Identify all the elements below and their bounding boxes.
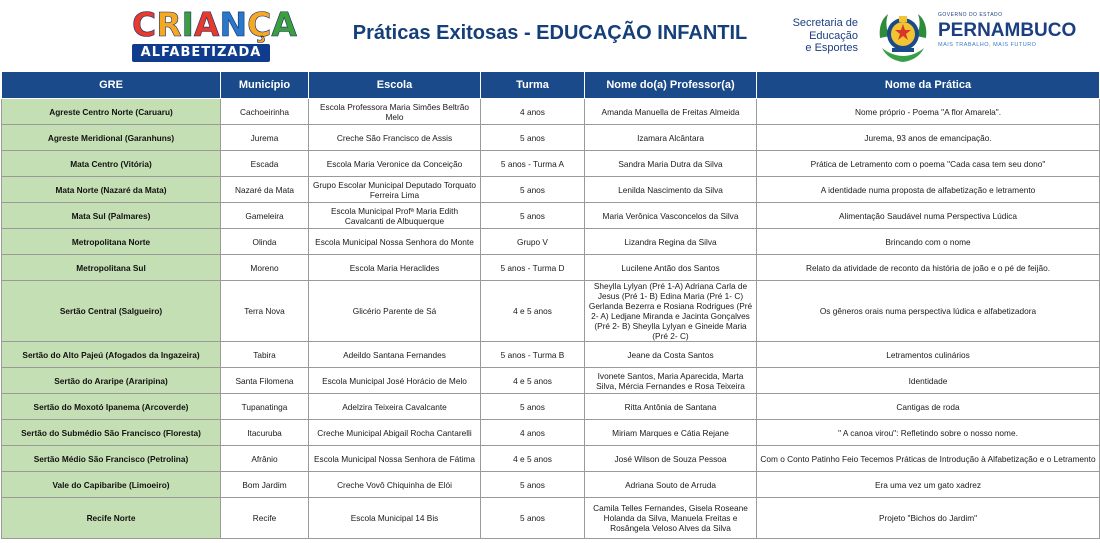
cell-pratica: Com o Conto Patinho Feio Tecemos Práticas de Introdução à Alfabetização e o Letramento (757, 446, 1100, 472)
table-row (2, 125, 1100, 151)
column-header-municipio: Município (221, 72, 309, 99)
cell-municipio: Escada (221, 151, 309, 177)
cell-escola: Escola Maria Veronice da Conceição (309, 151, 481, 177)
table-row (2, 281, 1100, 342)
cell-gre: Sertão do Moxotó Ipanema (Arcoverde) (2, 394, 221, 420)
cell-pratica: Projeto "Bichos do Jardim" (757, 498, 1100, 539)
cell-turma: 4 e 5 anos (481, 368, 585, 394)
table-row (2, 99, 1100, 125)
secretaria-line-3: e Esportes (805, 42, 858, 54)
pernambuco-logo (938, 12, 1077, 48)
cell-turma: 5 anos (481, 125, 585, 151)
cell-pratica: Letramentos culinários (757, 342, 1100, 368)
table-row (2, 446, 1100, 472)
secretaria-label (790, 17, 858, 55)
cell-pratica: Relato da atividade de reconto da história de joão e o pé de feijão. (757, 255, 1100, 281)
logo-letter: Ç (247, 5, 272, 44)
cell-pratica: Jurema, 93 anos de emancipação. (757, 125, 1100, 151)
table-body (2, 99, 1100, 539)
cell-municipio: Moreno (221, 255, 309, 281)
cell-escola: Escola Municipal Nossa Senhora do Monte (309, 229, 481, 255)
cell-pratica: " A canoa virou": Refletindo sobre o nosso nome. (757, 420, 1100, 446)
cell-professor: Izamara Alcântara (585, 125, 757, 151)
column-header-professor: Nome do(a) Professor(a) (585, 72, 757, 99)
cell-turma: 4 anos (481, 99, 585, 125)
cell-escola: Escola Municipal 14 Bis (309, 498, 481, 539)
table-row (2, 203, 1100, 229)
table-row (2, 368, 1100, 394)
table-row (2, 472, 1100, 498)
cell-escola: Escola Municipal José Horácio de Melo (309, 368, 481, 394)
cell-gre: Vale do Capibaribe (Limoeiro) (2, 472, 221, 498)
cell-turma: 5 anos (481, 177, 585, 203)
cell-gre: Agreste Centro Norte (Caruaru) (2, 99, 221, 125)
cell-escola: Creche Municipal Abigail Rocha Cantarelli (309, 420, 481, 446)
cell-pratica: Identidade (757, 368, 1100, 394)
logo-letter: A (193, 5, 220, 44)
crianca-alfabetizada-logo (132, 5, 297, 64)
page-title: Práticas Exitosas - EDUCAÇÃO INFANTIL (352, 22, 748, 44)
cell-escola: Adeildo Santana Fernandes (309, 342, 481, 368)
cell-pratica: A identidade numa proposta de alfabetização e letramento (757, 177, 1100, 203)
cell-professor: Lizandra Regina da Silva (585, 229, 757, 255)
cell-pratica: Nome próprio - Poema "A flor Amarela". (757, 99, 1100, 125)
cell-gre: Agreste Meridional (Garanhuns) (2, 125, 221, 151)
cell-pratica: Prática de Letramento com o poema "Cada casa tem seu dono" (757, 151, 1100, 177)
practices-table (1, 71, 1100, 539)
page-header (0, 0, 1100, 70)
cell-municipio: Tupanatinga (221, 394, 309, 420)
cell-municipio: Tabira (221, 342, 309, 368)
cell-professor: Ivonete Santos, Maria Aparecida, Marta Silva, Mércia Fernandes e Rosa Teixeira (585, 368, 757, 394)
cell-turma: 5 anos (481, 394, 585, 420)
cell-professor: Ritta Antônia de Santana (585, 394, 757, 420)
cell-municipio: Gameleira (221, 203, 309, 229)
cell-turma: Grupo V (481, 229, 585, 255)
cell-gre: Metropolitana Sul (2, 255, 221, 281)
cell-turma: 4 anos (481, 420, 585, 446)
cell-professor: Maria Verônica Vasconcelos da Silva (585, 203, 757, 229)
table-row (2, 498, 1100, 539)
cell-gre: Mata Norte (Nazaré da Mata) (2, 177, 221, 203)
cell-professor: Adriana Souto de Arruda (585, 472, 757, 498)
logo-letter: N (219, 5, 248, 44)
gov-name: PERNAMBUCO (938, 20, 1077, 41)
cell-pratica: Os gêneros orais numa perspectiva lúdica e alfabetizadora (757, 281, 1100, 342)
table-row (2, 420, 1100, 446)
cell-gre: Mata Centro (Vitória) (2, 151, 221, 177)
column-header-gre: GRE (2, 72, 221, 99)
cell-professor: José Wilson de Souza Pessoa (585, 446, 757, 472)
table-row (2, 255, 1100, 281)
table-header-row (2, 72, 1100, 99)
cell-professor: Sandra Maria Dutra da Silva (585, 151, 757, 177)
table-row (2, 394, 1100, 420)
cell-escola: Creche Vovô Chiquinha de Elói (309, 472, 481, 498)
gov-small-label: GOVERNO DO ESTADO (938, 12, 1003, 18)
gov-tagline: MAIS TRABALHO, MAIS FUTURO (938, 42, 1037, 48)
table-row (2, 229, 1100, 255)
secretaria-line-2: Educação (809, 29, 858, 42)
cell-pratica: Brincando com o nome (757, 229, 1100, 255)
cell-escola: Adelzira Teixeira Cavalcante (309, 394, 481, 420)
cell-municipio: Terra Nova (221, 281, 309, 342)
column-header-escola: Escola (309, 72, 481, 99)
cell-escola: Escola Municipal Profª Maria Edith Cavalcanti de Albuquerque (309, 203, 481, 229)
cell-pratica: Alimentação Saudável numa Perspectiva Lúdica (757, 203, 1100, 229)
cell-gre: Recife Norte (2, 498, 221, 539)
cell-municipio: Santa Filomena (221, 368, 309, 394)
cell-municipio: Itacuruba (221, 420, 309, 446)
cell-turma: 5 anos - Turma D (481, 255, 585, 281)
cell-pratica: Cantigas de roda (757, 394, 1100, 420)
cell-gre: Sertão do Alto Pajeú (Afogados da Ingazeira) (2, 342, 221, 368)
cell-professor: Amanda Manuella de Freitas Almeida (585, 99, 757, 125)
cell-municipio: Afrânio (221, 446, 309, 472)
cell-gre: Sertão Médio São Francisco (Petrolina) (2, 446, 221, 472)
cell-turma: 5 anos (481, 498, 585, 539)
cell-municipio: Nazaré da Mata (221, 177, 309, 203)
cell-municipio: Jurema (221, 125, 309, 151)
cell-escola: Escola Municipal Nossa Senhora de Fátima (309, 446, 481, 472)
cell-gre: Metropolitana Norte (2, 229, 221, 255)
cell-escola: Creche São Francisco de Assis (309, 125, 481, 151)
cell-professor: Camila Telles Fernandes, Gisela Roseane Holanda da Silva, Manuela Freitas e Rosângela Veloso Alves da Silva (585, 498, 757, 539)
cell-gre: Sertão do Araripe (Araripina) (2, 368, 221, 394)
cell-turma: 4 e 5 anos (481, 281, 585, 342)
column-header-turma: Turma (481, 72, 585, 99)
table-row (2, 342, 1100, 368)
cell-municipio: Bom Jardim (221, 472, 309, 498)
cell-professor: Lucilene Antão dos Santos (585, 255, 757, 281)
logo-letter: C (132, 5, 157, 44)
cell-professor: Jeane da Costa Santos (585, 342, 757, 368)
logo-word (132, 5, 297, 44)
cell-escola: Grupo Escolar Municipal Deputado Torquato Ferreira Lima (309, 177, 481, 203)
cell-turma: 5 anos (481, 472, 585, 498)
cell-gre: Sertão do Submédio São Francisco (Floresta) (2, 420, 221, 446)
cell-escola: Escola Professora Maria Simões Beltrão Melo (309, 99, 481, 125)
cell-turma: 5 anos - Turma A (481, 151, 585, 177)
column-header-pratica: Nome da Prática (757, 72, 1100, 99)
cell-municipio: Olinda (221, 229, 309, 255)
cell-turma: 5 anos (481, 203, 585, 229)
cell-escola: Escola Maria Heraclides (309, 255, 481, 281)
cell-municipio: Cachoeirinha (221, 99, 309, 125)
cell-turma: 5 anos - Turma B (481, 342, 585, 368)
cell-professor: Lenilda Nascimento da Silva (585, 177, 757, 203)
cell-gre: Mata Sul (Palmares) (2, 203, 221, 229)
logo-bar: ALFABETIZADA (132, 44, 270, 62)
logo-letter: I (181, 5, 194, 44)
cell-pratica: Era uma vez um gato xadrez (757, 472, 1100, 498)
cell-professor: Miriam Marques e Cátia Rejane (585, 420, 757, 446)
cell-gre: Sertão Central (Salgueiro) (2, 281, 221, 342)
cell-municipio: Recife (221, 498, 309, 539)
logo-letter: A (271, 5, 297, 44)
table-row (2, 151, 1100, 177)
table-row (2, 177, 1100, 203)
logo-letter: R (156, 5, 182, 44)
pernambuco-coat-of-arms-icon (874, 8, 932, 64)
cell-escola: Glicério Parente de Sá (309, 281, 481, 342)
cell-professor: Sheylla Lylyan (Pré 1-A) Adriana Carla de Jesus (Pré 1- B) Edina Maria (Pré 1- C) Gerlanda Bezerra e Rosiana Rodrigues (Pré 2- A) Ledjane Miranda e Jacinta Gonçalves (Pré 2- B) Sheylla Lylyan e Gineide Maria (Pré 2- C) (585, 281, 757, 342)
secretaria-line-1: Secretaria de (792, 17, 858, 29)
cell-turma: 4 e 5 anos (481, 446, 585, 472)
